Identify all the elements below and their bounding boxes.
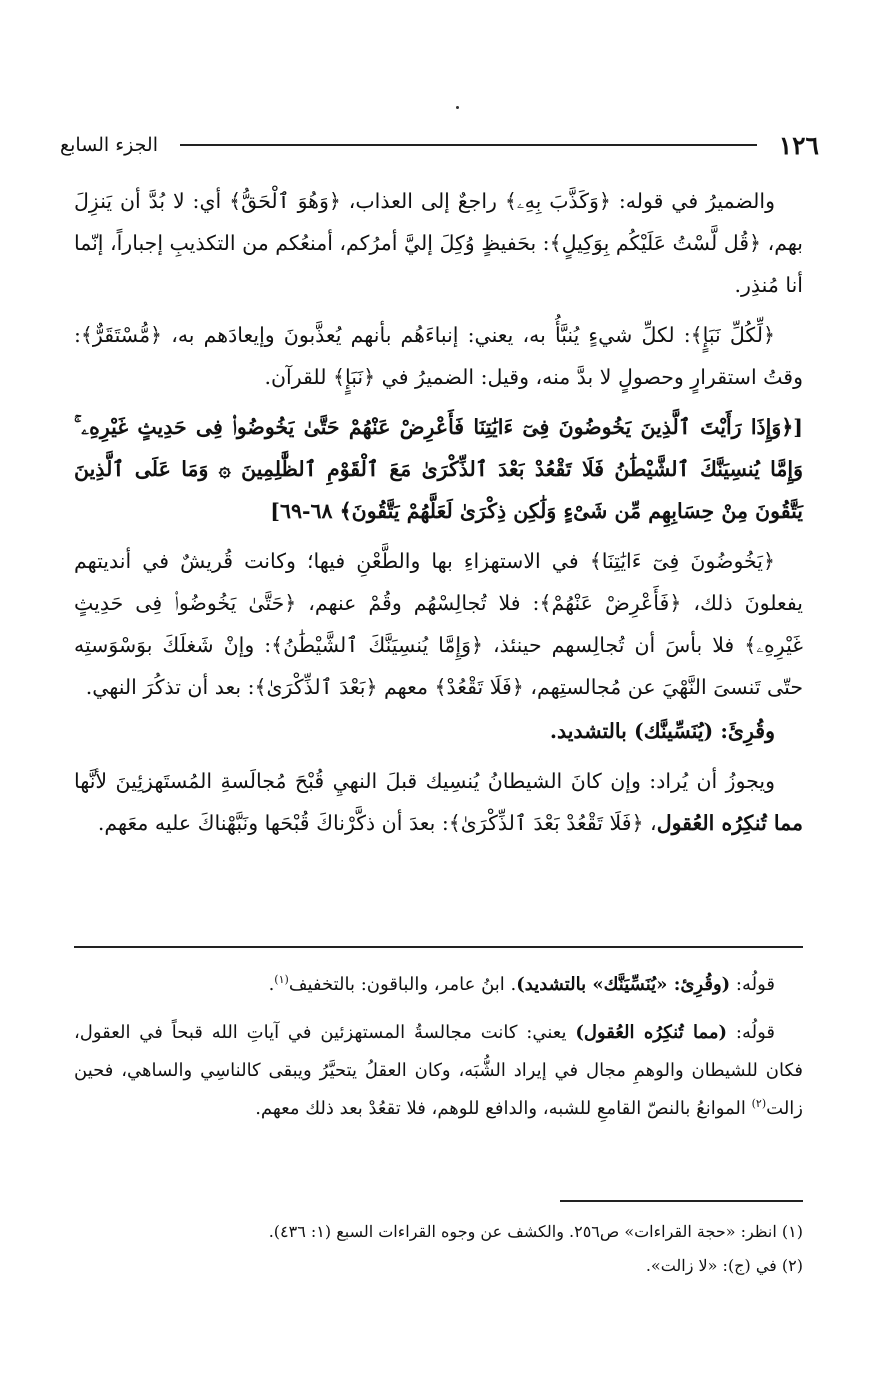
- commentary-1-lead: قولُه:: [730, 974, 775, 995]
- paragraph-5-bold: مما تُنكِرُه العُقول: [656, 811, 803, 835]
- paragraph-4: وقُرِئَ: (يُنَسِّينَّك) بالتشديد.: [549, 719, 775, 743]
- page-number: ١٢٦: [778, 130, 819, 160]
- commentary-2-end: الموانعُ بالنصّ القامعِ للشبه، والدافع للوهم، فلا تقعُدْ بعد ذلك معهم.: [255, 1098, 752, 1119]
- commentary-2-quote: (مما تُنكِرُه العُقول): [575, 1022, 728, 1043]
- paragraph-5-end: ، ﴿فَلَا تَقْعُدْ بَعْدَ ٱلذِّكْرَىٰ﴾: بعدَ أن ذكَّرْناكَ قُبْحَها ونَبَّهْناكَ عليه معَهم.: [97, 811, 657, 835]
- commentary-1-text: . ابنُ عامر، والباقون: بالتخفيف: [288, 974, 517, 995]
- footnote-1: (١) انظر: «حجة القراءات» ص٢٥٦. والكشف عن وجوه القراءات السبع (١: ٤٣٦).: [268, 1222, 803, 1241]
- commentary-1-end: .: [268, 974, 275, 995]
- paragraph-3: ﴿يَخُوضُونَ فِىٓ ءَايَٰتِنَا﴾ في الاستهزاءِ بها والطَّعْنِ فيها؛ وكانت قُريشٌ في أنديتهم يفعلونَ ذلك، ﴿فَأَعْرِضْ عَنْهُمْ﴾: فلا تُجالِسْهُم وقُمْ عنهم، ﴿حَتَّىٰ يَخُوضُوا۟ فِى حَدِيثٍ غَيْرِهِۦ﴾ فلا بأسَ أن تُجالِسهم حينئذ، ﴿وَإِمَّا يُنسِيَنَّكَ ٱلشَّيْطَٰنُ﴾: وإنْ شَغلَكَ بوَسْوَستِه حتّى تَنسىَ النَّهْيَ عن مُجالستِهم، ﴿فَلَا تَقْعُدْ﴾ معهم ﴿بَعْدَ ٱلذِّكْرَىٰ﴾: بعد أن تذكُرَ النهي.: [74, 549, 803, 699]
- footnote-2: (٢) في (ج): «لا زالت».: [645, 1256, 803, 1275]
- commentary-2-text: يعني: كانت مجالسةُ المستهزئين في آياتِ الله قبحاً في العقول، فكان للشيطان والوهمِ مجال في إيراد الشُّبَه، وكان العقلُ يتحيَّرُ ويبقى كالناسِي والساهي، فحين زالت: [74, 1022, 803, 1119]
- paragraph-2: ﴿لِّكُلِّ نَبَإٍ﴾: لكلِّ شيءٍ يُنبَّأُ به، يعني: إنباءَهُم بأنهم يُعذَّبونَ وإيعادَهم به، ﴿مُّسْتَقَرٌّ﴾: وقتُ استقرارٍ وحصولٍ لا بدَّ منه، وقيل: الضميرُ في ﴿نَبَإٍ﴾ للقرآن.: [74, 323, 803, 389]
- header-rule: [180, 144, 757, 146]
- paragraph-1: والضميرُ في قوله: ﴿وَكَذَّبَ بِهِۦ﴾ راجعٌ إلى العذاب، ﴿وَهُوَ ٱلْحَقُّ﴾ أي: لا بُدَّ أن يَنزِلَ بهم، ﴿قُل لَّسْتُ عَلَيْكُم بِوَكِيلٍ﴾: بحَفيظٍ وُكِلَ إليَّ أمرُكم، أمنعُكم من التكذيبِ إجباراً، إنّما أنا مُنذِر.: [73, 189, 803, 297]
- footnote-ref-2: (٢): [751, 1097, 767, 1110]
- verse-block: [﴿وَإِذَا رَأَيْتَ ٱلَّذِينَ يَخُوضُونَ فِىٓ ءَايَٰتِنَا فَأَعْرِضْ عَنْهُمْ حَتَّىٰ يَخُوضُوا۟ فِى حَدِيثٍ غَيْرِهِۦ ۚ وَإِمَّا يُنسِيَنَّكَ ٱلشَّيْطَٰنُ فَلَا تَقْعُدْ بَعْدَ ٱلذِّكْرَىٰ مَعَ ٱلْقَوْمِ ٱلظَّٰلِمِينَ ۞ وَمَا عَلَى ٱلَّذِينَ يَتَّقُونَ مِنْ حِسَابِهِم مِّن شَىْءٍ وَلَٰكِن ذِكْرَىٰ لَعَلَّهُمْ يَتَّقُونَ﴾ ٦٨-٦٩]: [74, 415, 803, 523]
- footnotes: [74, 1215, 803, 1283]
- footnote-separator: [560, 1200, 803, 1202]
- footnote-ref-1: (١): [274, 973, 289, 986]
- decorative-dot: [456, 106, 459, 109]
- part-title: الجزء السابع: [60, 134, 158, 156]
- main-text: [74, 180, 803, 852]
- paragraph-5-start: ويجوزُ أن يُراد: وإن كانَ الشيطانُ يُنسِيك قبلَ النهيِ قُبْحَ مُجالَسةِ المُستَهزئِينَ لأنَّها: [74, 769, 775, 793]
- commentary-1-quote: (وقُرِئ: «يُنَسِّيَنَّك» بالتشديد): [516, 974, 731, 995]
- paragraph-5: [74, 760, 803, 844]
- commentary-separator: [74, 946, 803, 948]
- commentary-2: [74, 1014, 803, 1128]
- commentary-1: [74, 966, 803, 1004]
- commentary-2-lead: قولُه:: [727, 1022, 775, 1043]
- commentary: [74, 966, 803, 1138]
- page-header: [60, 125, 819, 165]
